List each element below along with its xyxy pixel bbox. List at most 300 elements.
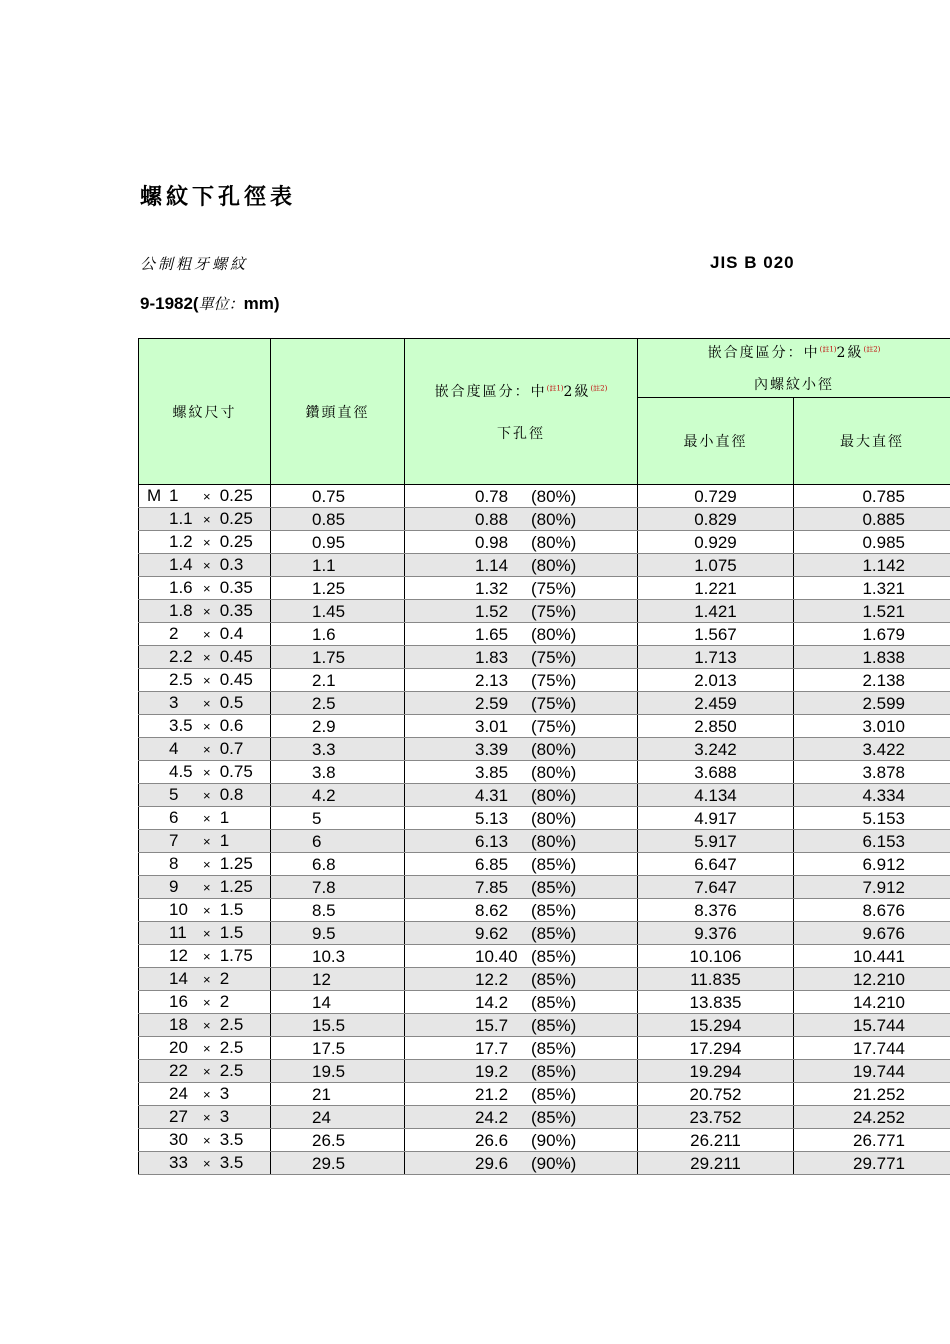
pitch: 2.5	[215, 1038, 244, 1057]
engagement-percent: (80%)	[531, 509, 577, 529]
engagement-percent: (85%)	[531, 1015, 577, 1035]
nominal-diameter: 27	[169, 1107, 188, 1126]
thread-size-cell	[139, 876, 271, 899]
tap-hole-cell	[405, 761, 638, 784]
times-symbol: ×	[203, 742, 211, 757]
tap-hole-value: 10.40	[475, 946, 518, 966]
tap-hole-value: 1.32	[475, 578, 509, 598]
table-row	[139, 623, 950, 646]
times-symbol: ×	[203, 926, 211, 941]
note-2-marker-2: (註2)	[863, 345, 881, 354]
table-row	[139, 1129, 950, 1152]
tap-hole-value: 9.62	[475, 923, 509, 943]
tap-hole-cell	[405, 692, 638, 715]
pitch: 0.45	[215, 670, 253, 689]
engagement-percent: (90%)	[531, 1153, 577, 1173]
min-diameter-cell: 4.134	[638, 784, 794, 807]
min-diameter-cell: 17.294	[638, 1037, 794, 1060]
tap-hole-value: 12.2	[475, 969, 509, 989]
min-diameter-cell: 2.850	[638, 715, 794, 738]
drill-diameter-cell: 14	[271, 991, 405, 1014]
min-diameter-cell: 0.929	[638, 531, 794, 554]
table-row	[139, 692, 950, 715]
thread-size-cell	[139, 922, 271, 945]
engagement-percent: (75%)	[531, 647, 577, 667]
engagement-percent: (90%)	[531, 1130, 577, 1150]
tap-hole-cell	[405, 738, 638, 761]
max-diameter-cell: 4.334	[794, 784, 950, 807]
table-row	[139, 1014, 950, 1037]
pitch: 0.4	[215, 624, 244, 643]
max-diameter-cell: 3.422	[794, 738, 950, 761]
drill-diameter-cell: 3.8	[271, 761, 405, 784]
thread-size-cell	[139, 692, 271, 715]
thread-prefix: M	[147, 486, 162, 505]
drill-diameter-cell: 2.9	[271, 715, 405, 738]
pitch: 3.5	[215, 1130, 244, 1149]
min-diameter-cell: 6.647	[638, 853, 794, 876]
drill-diameter-cell: 17.5	[271, 1037, 405, 1060]
nominal-diameter: 1.2	[169, 532, 193, 551]
table-row	[139, 991, 950, 1014]
tap-hole-cell	[405, 577, 638, 600]
pitch: 3	[215, 1084, 230, 1103]
table-row	[139, 669, 950, 692]
engagement-percent: (75%)	[531, 601, 577, 621]
max-diameter-cell: 3.010	[794, 715, 950, 738]
header-fit-class-2	[638, 342, 950, 362]
times-symbol: ×	[203, 949, 211, 964]
min-diameter-cell: 11.835	[638, 968, 794, 991]
tap-hole-cell	[405, 715, 638, 738]
nominal-diameter: 3	[169, 693, 179, 712]
tap-hole-cell	[405, 554, 638, 577]
engagement-percent: (80%)	[531, 831, 577, 851]
table-row	[139, 1152, 950, 1175]
engagement-percent: (85%)	[531, 854, 577, 874]
drill-diameter-cell: 10.3	[271, 945, 405, 968]
max-diameter-cell: 14.210	[794, 991, 950, 1014]
tap-hole-value: 8.62	[475, 900, 509, 920]
times-symbol: ×	[203, 512, 211, 527]
drill-diameter-cell: 29.5	[271, 1152, 405, 1175]
nominal-diameter: 12	[169, 946, 188, 965]
engagement-percent: (75%)	[531, 578, 577, 598]
min-diameter-cell: 0.829	[638, 508, 794, 531]
table-row	[139, 1106, 950, 1129]
fit-class-label-2: 嵌合度區分：中	[707, 345, 820, 361]
max-diameter-cell: 7.912	[794, 876, 950, 899]
tap-hole-cell	[405, 899, 638, 922]
engagement-percent: (85%)	[531, 1061, 577, 1081]
pitch: 2.5	[215, 1061, 244, 1080]
header-tap-hole	[405, 339, 638, 485]
note-1-marker: (註1)	[546, 383, 564, 392]
drill-diameter-cell: 15.5	[271, 1014, 405, 1037]
table-row	[139, 1083, 950, 1106]
min-diameter-cell: 7.647	[638, 876, 794, 899]
tap-hole-value: 14.2	[475, 992, 509, 1012]
nominal-diameter: 3.5	[169, 716, 193, 735]
thread-size-cell	[139, 784, 271, 807]
tap-hole-cell	[405, 876, 638, 899]
engagement-percent: (80%)	[531, 785, 577, 805]
tap-hole-cell	[405, 784, 638, 807]
table-row	[139, 600, 950, 623]
unit-value: mm)	[243, 294, 280, 313]
table-row	[139, 968, 950, 991]
thread-size-cell	[139, 830, 271, 853]
times-symbol: ×	[203, 903, 211, 918]
times-symbol: ×	[203, 1064, 211, 1079]
engagement-percent: (80%)	[531, 486, 577, 506]
pitch: 2.5	[215, 1015, 244, 1034]
times-symbol: ×	[203, 627, 211, 642]
max-diameter-cell: 1.521	[794, 600, 950, 623]
nominal-diameter: 10	[169, 900, 188, 919]
tap-hole-cell	[405, 485, 638, 508]
max-diameter-cell: 1.838	[794, 646, 950, 669]
nominal-diameter: 22	[169, 1061, 188, 1080]
thread-size-cell	[139, 738, 271, 761]
unit-label: 單位：	[198, 295, 244, 313]
tap-hole-value: 0.88	[475, 509, 509, 529]
nominal-diameter: 1	[169, 486, 179, 505]
max-diameter-cell: 9.676	[794, 922, 950, 945]
tap-hole-cell	[405, 600, 638, 623]
drill-diameter-cell: 8.5	[271, 899, 405, 922]
nominal-diameter: 33	[169, 1153, 188, 1172]
times-symbol: ×	[203, 696, 211, 711]
table-row	[139, 761, 950, 784]
tap-hole-cell	[405, 922, 638, 945]
times-symbol: ×	[203, 1156, 211, 1171]
engagement-percent: (85%)	[531, 923, 577, 943]
tap-hole-value: 3.39	[475, 739, 509, 759]
thread-size-cell	[139, 600, 271, 623]
tap-hole-cell	[405, 646, 638, 669]
drill-diameter-cell: 6.8	[271, 853, 405, 876]
drill-diameter-cell: 12	[271, 968, 405, 991]
table-row	[139, 646, 950, 669]
thread-size-cell	[139, 1014, 271, 1037]
tap-hole-cell	[405, 853, 638, 876]
min-diameter-cell: 3.688	[638, 761, 794, 784]
table-row	[139, 1060, 950, 1083]
tap-hole-cell	[405, 1037, 638, 1060]
thread-size-cell	[139, 807, 271, 830]
tap-hole-cell	[405, 991, 638, 1014]
table-row	[139, 508, 950, 531]
nominal-diameter: 14	[169, 969, 188, 988]
tap-hole-value: 2.13	[475, 670, 509, 690]
times-symbol: ×	[203, 489, 211, 504]
standard-code: JIS B 020	[710, 253, 795, 272]
nominal-diameter: 2	[169, 624, 179, 643]
tap-hole-cell	[405, 531, 638, 554]
nominal-diameter: 4.5	[169, 762, 193, 781]
max-diameter-cell: 0.885	[794, 508, 950, 531]
pitch: 1.25	[215, 854, 253, 873]
header-drill-diameter: 鑽頭直徑	[271, 339, 405, 485]
page-title: 螺紋下孔徑表	[140, 184, 297, 210]
drill-diameter-cell: 1.75	[271, 646, 405, 669]
times-symbol: ×	[203, 880, 211, 895]
nominal-diameter: 8	[169, 854, 179, 873]
max-diameter-cell: 6.153	[794, 830, 950, 853]
table-row	[139, 899, 950, 922]
pitch: 3	[215, 1107, 230, 1126]
max-diameter-cell: 2.138	[794, 669, 950, 692]
max-diameter-cell: 24.252	[794, 1106, 950, 1129]
tap-hole-value: 19.2	[475, 1061, 509, 1081]
table-row	[139, 807, 950, 830]
times-symbol: ×	[203, 857, 211, 872]
times-symbol: ×	[203, 1018, 211, 1033]
min-diameter-cell: 1.221	[638, 577, 794, 600]
tap-hole-cell	[405, 1129, 638, 1152]
thread-size-cell	[139, 1060, 271, 1083]
drill-diameter-cell: 21	[271, 1083, 405, 1106]
min-diameter-cell: 19.294	[638, 1060, 794, 1083]
nominal-diameter: 20	[169, 1038, 188, 1057]
times-symbol: ×	[203, 581, 211, 596]
drill-diameter-cell: 1.6	[271, 623, 405, 646]
table-row	[139, 876, 950, 899]
times-symbol: ×	[203, 995, 211, 1010]
min-diameter-cell: 2.013	[638, 669, 794, 692]
max-diameter-cell: 0.985	[794, 531, 950, 554]
times-symbol: ×	[203, 1110, 211, 1125]
max-diameter-cell: 26.771	[794, 1129, 950, 1152]
nominal-diameter: 9	[169, 877, 179, 896]
thread-size-cell	[139, 761, 271, 784]
pitch: 2	[215, 992, 230, 1011]
nominal-diameter: 2.5	[169, 670, 193, 689]
tap-hole-cell	[405, 830, 638, 853]
tap-hole-cell	[405, 945, 638, 968]
tap-hole-cell	[405, 1014, 638, 1037]
pitch: 1	[215, 831, 230, 850]
note-1-marker-2: (註1)	[819, 345, 837, 354]
drill-diameter-cell: 3.3	[271, 738, 405, 761]
pitch: 0.8	[215, 785, 244, 804]
section-subtitle: 公制粗牙螺紋	[140, 255, 249, 273]
min-diameter-cell: 26.211	[638, 1129, 794, 1152]
tap-hole-value: 6.85	[475, 854, 509, 874]
engagement-percent: (80%)	[531, 532, 577, 552]
drill-diameter-cell: 1.25	[271, 577, 405, 600]
max-diameter-cell: 1.142	[794, 554, 950, 577]
tap-hole-value: 7.85	[475, 877, 509, 897]
times-symbol: ×	[203, 650, 211, 665]
header-min-diameter: 最小直徑	[638, 398, 794, 485]
max-diameter-cell: 1.679	[794, 623, 950, 646]
times-symbol: ×	[203, 673, 211, 688]
tap-hole-value: 26.6	[475, 1130, 509, 1150]
min-diameter-cell: 1.567	[638, 623, 794, 646]
thread-size-cell	[139, 646, 271, 669]
thread-size-cell	[139, 1106, 271, 1129]
tap-hole-value: 3.01	[475, 716, 509, 736]
min-diameter-cell: 9.376	[638, 922, 794, 945]
table-body	[139, 485, 950, 1175]
tap-hole-value: 29.6	[475, 1153, 509, 1173]
nominal-diameter: 16	[169, 992, 188, 1011]
table-row	[139, 922, 950, 945]
engagement-percent: (85%)	[531, 969, 577, 989]
times-symbol: ×	[203, 604, 211, 619]
note-2-marker: (註2)	[590, 383, 608, 392]
fit-class-label: 嵌合度區分：中	[434, 383, 547, 400]
pitch: 0.5	[215, 693, 244, 712]
table-row	[139, 853, 950, 876]
times-symbol: ×	[203, 558, 211, 573]
header-tap-hole-label: 下孔徑	[497, 425, 545, 442]
engagement-percent: (85%)	[531, 1107, 577, 1127]
table-row	[139, 577, 950, 600]
tap-hole-cell	[405, 623, 638, 646]
drill-diameter-cell: 0.75	[271, 485, 405, 508]
max-diameter-cell: 6.912	[794, 853, 950, 876]
tap-hole-value: 1.83	[475, 647, 509, 667]
tap-hole-cell	[405, 1060, 638, 1083]
max-diameter-cell: 29.771	[794, 1152, 950, 1175]
tap-hole-cell	[405, 807, 638, 830]
tap-hole-value: 4.31	[475, 785, 509, 805]
thread-size-cell	[139, 1129, 271, 1152]
max-diameter-cell: 17.744	[794, 1037, 950, 1060]
pitch: 0.3	[215, 555, 244, 574]
nominal-diameter: 1.8	[169, 601, 193, 620]
drill-diameter-cell: 0.85	[271, 508, 405, 531]
thread-size-cell	[139, 853, 271, 876]
min-diameter-cell: 8.376	[638, 899, 794, 922]
times-symbol: ×	[203, 535, 211, 550]
pitch: 0.75	[215, 762, 253, 781]
pitch: 0.25	[215, 532, 253, 551]
max-diameter-cell: 0.785	[794, 485, 950, 508]
drill-diameter-cell: 7.8	[271, 876, 405, 899]
table-row	[139, 784, 950, 807]
nominal-diameter: 30	[169, 1130, 188, 1149]
tap-hole-value: 0.78	[475, 486, 509, 506]
tap-hole-cell	[405, 1106, 638, 1129]
table-row	[139, 715, 950, 738]
tap-hole-cell	[405, 669, 638, 692]
min-diameter-cell: 13.835	[638, 991, 794, 1014]
nominal-diameter: 1.6	[169, 578, 193, 597]
min-diameter-cell: 15.294	[638, 1014, 794, 1037]
tap-hole-value: 1.14	[475, 555, 509, 575]
grade-label: 2級	[563, 383, 591, 400]
max-diameter-cell: 21.252	[794, 1083, 950, 1106]
max-diameter-cell: 1.321	[794, 577, 950, 600]
nominal-diameter: 5	[169, 785, 179, 804]
drill-diameter-cell: 1.45	[271, 600, 405, 623]
drill-diameter-cell: 26.5	[271, 1129, 405, 1152]
nominal-diameter: 1.1	[169, 509, 193, 528]
tap-hole-value: 0.98	[475, 532, 509, 552]
pitch: 1.5	[215, 900, 244, 919]
pitch: 1	[215, 808, 230, 827]
tap-hole-value: 3.85	[475, 762, 509, 782]
times-symbol: ×	[203, 1087, 211, 1102]
drill-diameter-cell: 2.5	[271, 692, 405, 715]
grade-label-2: 2級	[836, 345, 864, 361]
min-diameter-cell: 10.106	[638, 945, 794, 968]
min-diameter-cell: 1.421	[638, 600, 794, 623]
times-symbol: ×	[203, 811, 211, 826]
engagement-percent: (85%)	[531, 1084, 577, 1104]
thread-tap-drill-table	[138, 338, 950, 1175]
engagement-percent: (80%)	[531, 555, 577, 575]
standard-continuation	[140, 293, 280, 314]
min-diameter-cell: 29.211	[638, 1152, 794, 1175]
nominal-diameter: 1.4	[169, 555, 193, 574]
pitch: 0.25	[215, 486, 253, 505]
thread-size-cell	[139, 554, 271, 577]
standard-year: 9-1982(	[140, 294, 199, 313]
drill-diameter-cell: 5	[271, 807, 405, 830]
drill-diameter-cell: 2.1	[271, 669, 405, 692]
thread-size-cell	[139, 991, 271, 1014]
max-diameter-cell: 12.210	[794, 968, 950, 991]
thread-size-cell	[139, 508, 271, 531]
nominal-diameter: 7	[169, 831, 179, 850]
pitch: 0.35	[215, 578, 253, 597]
engagement-percent: (80%)	[531, 739, 577, 759]
pitch: 0.7	[215, 739, 244, 758]
times-symbol: ×	[203, 972, 211, 987]
tap-hole-cell	[405, 1152, 638, 1175]
tap-hole-value: 5.13	[475, 808, 509, 828]
pitch: 0.35	[215, 601, 253, 620]
header-inner-thread	[638, 339, 950, 398]
min-diameter-cell: 20.752	[638, 1083, 794, 1106]
table-row	[139, 554, 950, 577]
nominal-diameter: 11	[169, 923, 187, 942]
pitch: 1.75	[215, 946, 253, 965]
min-diameter-cell: 3.242	[638, 738, 794, 761]
nominal-diameter: 24	[169, 1084, 188, 1103]
tap-hole-value: 1.52	[475, 601, 509, 621]
max-diameter-cell: 8.676	[794, 899, 950, 922]
thread-size-cell	[139, 485, 271, 508]
engagement-percent: (75%)	[531, 693, 577, 713]
pitch: 1.5	[215, 923, 244, 942]
tap-hole-cell	[405, 968, 638, 991]
min-diameter-cell: 4.917	[638, 807, 794, 830]
max-diameter-cell: 10.441	[794, 945, 950, 968]
times-symbol: ×	[203, 765, 211, 780]
tap-hole-value: 24.2	[475, 1107, 509, 1127]
max-diameter-cell: 2.599	[794, 692, 950, 715]
drill-diameter-cell: 6	[271, 830, 405, 853]
engagement-percent: (85%)	[531, 1038, 577, 1058]
min-diameter-cell: 2.459	[638, 692, 794, 715]
table-row	[139, 945, 950, 968]
engagement-percent: (80%)	[531, 624, 577, 644]
times-symbol: ×	[203, 788, 211, 803]
pitch: 1.25	[215, 877, 253, 896]
max-diameter-cell: 5.153	[794, 807, 950, 830]
header-fit-class	[405, 381, 637, 401]
tap-hole-value: 15.7	[475, 1015, 509, 1035]
thread-size-cell	[139, 577, 271, 600]
max-diameter-cell: 19.744	[794, 1060, 950, 1083]
engagement-percent: (75%)	[531, 716, 577, 736]
